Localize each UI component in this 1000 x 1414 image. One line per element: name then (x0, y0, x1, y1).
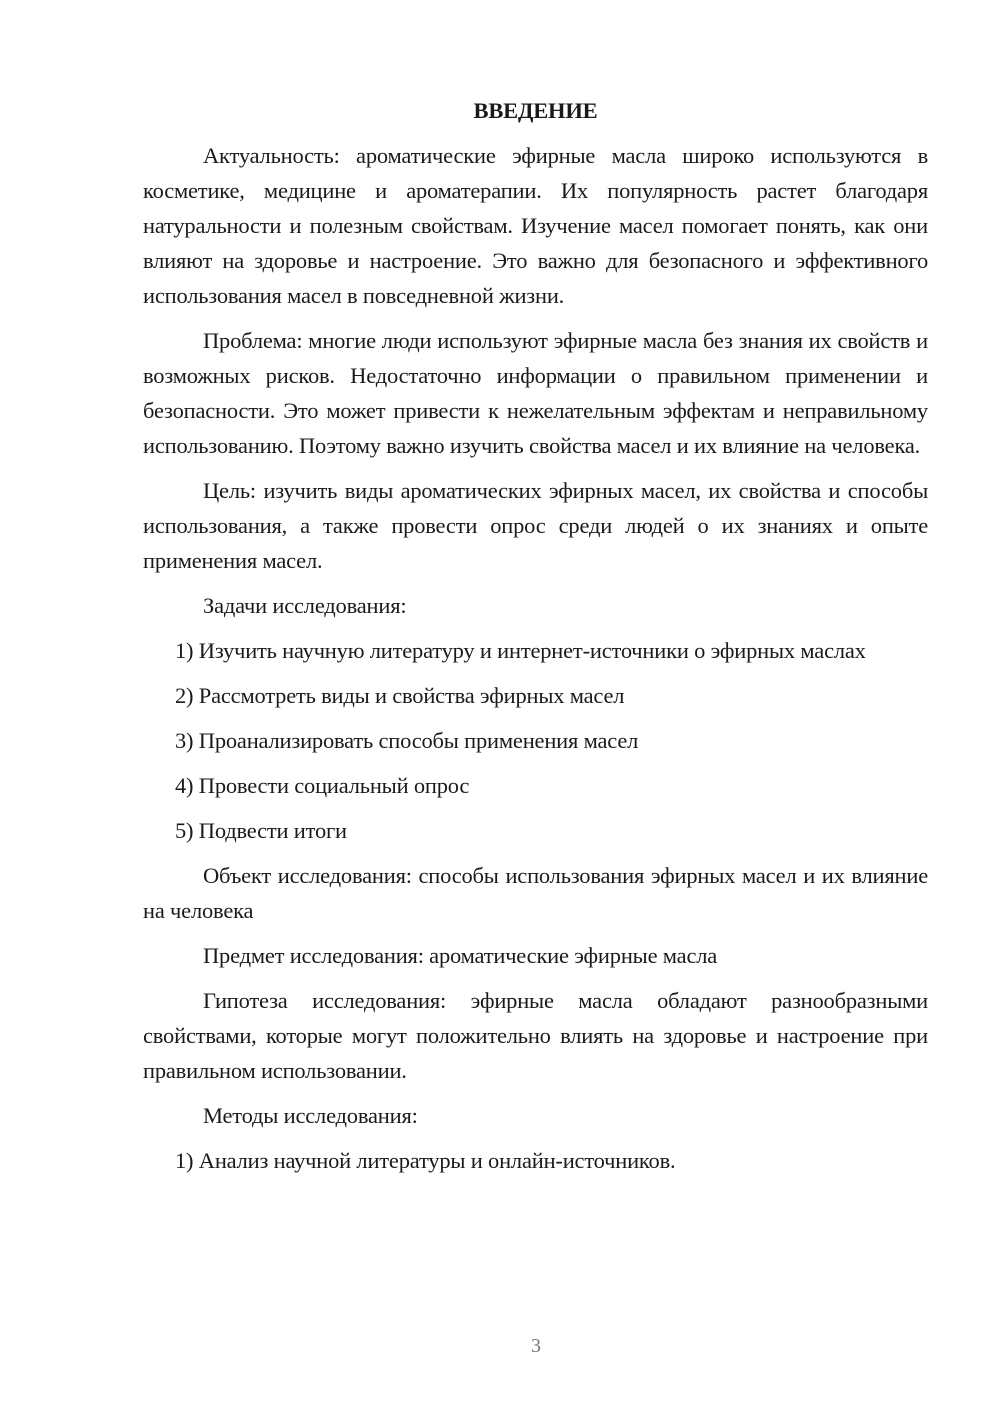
task-item: 1) Изучить научную литературу и интернет-источники о эфирных маслах (175, 638, 866, 663)
method-item: 1) Анализ научной литературы и онлайн-источников. (175, 1148, 676, 1173)
tasks-heading: Задачи исследования: (203, 593, 407, 618)
task-item: 2) Рассмотреть виды и свойства эфирных масел (175, 683, 625, 708)
page-number: 3 (531, 1335, 541, 1357)
methods-heading: Методы исследования: (203, 1103, 418, 1128)
tasks-list (143, 633, 928, 848)
subject-paragraph: Предмет исследования: ароматические эфирные масла (203, 943, 718, 968)
object-paragraph: Объект исследования: способы использования эфирных масел и их влияние на человека (143, 863, 928, 923)
problem-paragraph: Проблема: многие люди используют эфирные масла без знания их свойств и возможных рисков. Недостаточно информации о правильном применении и безопасности. Это может привести к нежелательным эффектам и неправильному использованию. Поэтому важно изучить свойства масел и их влияние на человека. (143, 328, 928, 458)
methods-list (143, 1143, 928, 1178)
task-item: 4) Провести социальный опрос (175, 773, 470, 798)
task-item: 5) Подвести итоги (175, 818, 347, 843)
relevance-paragraph: Актуальность: ароматические эфирные масла широко используются в косметике, медицине и ароматерапии. Их популярность растет благодаря натуральности и полезным свойствам. Изучение масел помогает понять, как они влияют на здоровье и настроение. Это важно для безопасного и эффективного использования масел в повседневной жизни. (143, 143, 928, 308)
goal-paragraph: Цель: изучить виды ароматических эфирных масел, их свойства и способы использования, а также провести опрос среди людей о их знаниях и опыте применения масел. (143, 478, 928, 573)
page-content (143, 94, 928, 1188)
task-item: 3) Проанализировать способы применения масел (175, 728, 639, 753)
hypothesis-paragraph: Гипотеза исследования: эфирные масла обладают разнообразными свойствами, которые могут положительно влиять на здоровье и настроение при правильном использовании. (143, 988, 928, 1083)
section-title: ВВЕДЕНИЕ (473, 98, 598, 123)
